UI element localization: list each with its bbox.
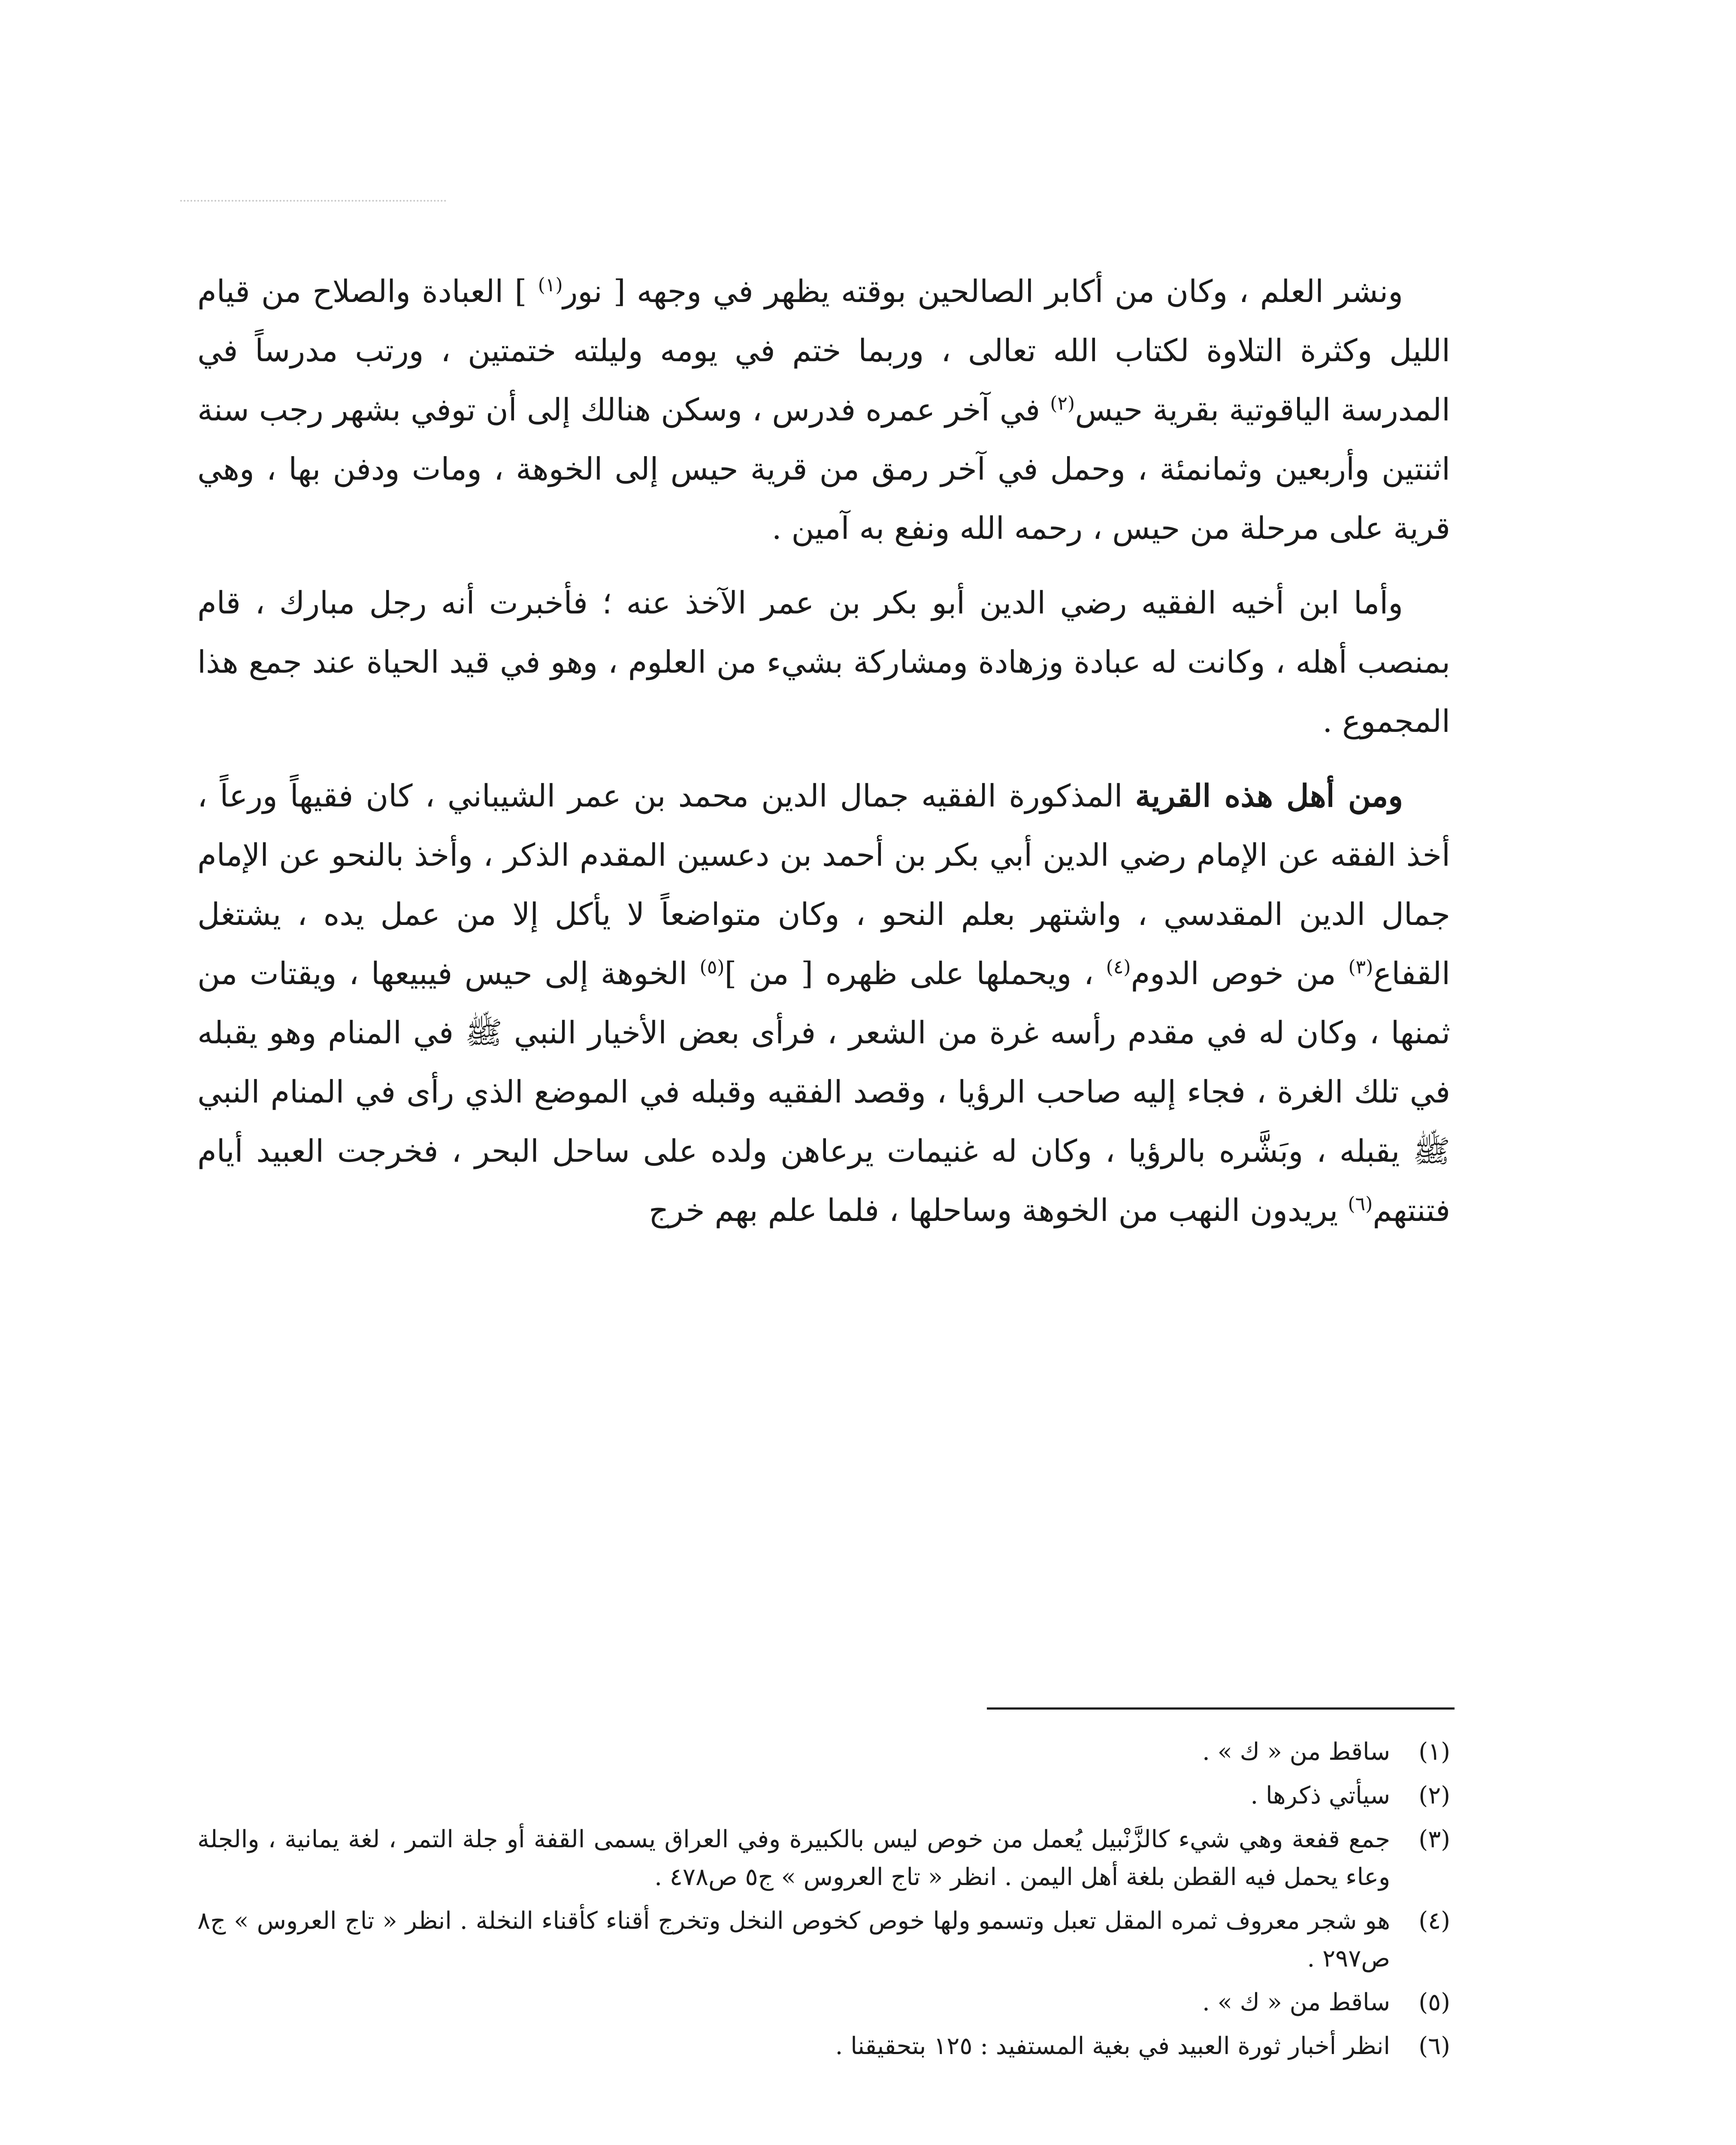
footnote-number: (٢) [1418,1782,1450,1810]
footnote-item [197,1984,1450,2021]
footnote-text: هو شجر معروف ثمره المقل تعبل وتسمو ولها خوص كخوص النخل وتخرج أقناء كأقناء النخلة . انظر « تاج العروس » ج٨ ص٢٩٧ . [197,1907,1390,1973]
text-segment: ، ويحملها على ظهره [ من ] [724,955,1106,991]
footnote-text: ساقط من « ك » . [1202,1988,1390,2016]
footnote-text: سيأتي ذكرها . [1250,1782,1390,1810]
footnote-text: جمع قفعة وهي شيء كالزَّنْبيل يُعمل من خوص ليس بالكبيرة وفي العراق يسمى القفة أو جلة التمر ، لغة يمانية ، والجلة وعاء يحمل فيه القطن بلغة أهل اليمن . انظر « تاج العروس » ج٥ ص٤٧٨ . [197,1825,1390,1891]
footnote-text: انظر أخبار ثورة العبيد في بغية المستفيد : ١٢٥ بتحقيقنا . [835,2032,1390,2060]
footnote-reference: (٤) [1106,956,1131,978]
footnote-reference: (٢) [1050,393,1075,414]
footnote-number: (٦) [1418,2032,1450,2060]
footnote-reference: (٣) [1348,956,1373,978]
scan-artifact [180,200,446,202]
footnote-item [197,1733,1450,1771]
footnote-item [197,2027,1450,2065]
paragraph-lead: ومن أهل هذه القرية [1135,777,1403,814]
text-segment: في آخر عمره فدرس ، وسكن هنالك إلى أن توفي بشهر رجب سنة اثنتين وأربعين وثمانمئة ، وحمل في آخر رمق من قرية حيس إلى الخوهة ، ومات ودفن بها ، وهي قرية على مرحلة من حيس ، رحمه الله ونفع به آمين . [197,392,1450,546]
paragraph [197,262,1450,558]
footnote-reference: (٦) [1348,1193,1373,1215]
text-segment: المذكورة الفقيه جمال الدين محمد بن عمر الشيباني ، كان فقيهاً ورعاً ، أخذ الفقه عن الإمام رضي الدين أبي بكر بن أحمد بن دعسين المقدم الذكر ، وأخذ بالنحو عن الإمام جمال الدين المقدسي ، واشتهر بعلم النحو ، وكان متواضعاً لا يأكل إلا من عمل يده ، يشتغل القفاع [197,778,1450,991]
footnote-number: (٤) [1418,1907,1450,1935]
text-segment: يريدون النهب من الخوهة وساحلها ، فلما علم بهم خرج [648,1192,1348,1228]
text-segment: من خوص الدوم [1131,955,1349,991]
paragraph [197,573,1450,751]
text-segment: ونشر العلم ، وكان من أكابر الصالحين بوقته يظهر في وجهه [ نور [563,273,1403,309]
text-segment: وأما ابن أخيه الفقيه رضي الدين أبو بكر بن عمر الآخذ عنه ؛ فأخبرت أنه رجل مبارك ، قام بمنصب أهله ، وكانت له عبادة وزهادة ومشاركة بشيء من العلوم ، وهو في قيد الحياة عند جمع هذا المجموع . [197,585,1450,739]
text-segment: الخوهة إلى حيس فيبيعها ، ويقتات من ثمنها ، وكان له في مقدم رأسه غرة من الشعر ، فرأى بعض الأخيار النبي ﷺ في المنام وهو يقبله في تلك الغرة ، فجاء إليه صاحب الرؤيا ، وقصد الفقيه وقبله في الموضع الذي رأى في المنام النبي ﷺ يقبله ، وبَشَّره بالرؤيا ، وكان له غنيمات يرعاهن ولده على ساحل البحر ، فخرجت العبيد أيام فتنتهم [197,955,1450,1228]
footnote-reference: (٥) [699,956,725,978]
main-text-body [197,262,1450,1255]
footnote-text: ساقط من « ك » . [1202,1738,1390,1766]
footnote-number: (٥) [1418,1988,1450,2016]
paragraph [197,766,1450,1240]
footnote-separator [987,1707,1455,1710]
footnote-number: (٣) [1418,1825,1450,1853]
footnote-item [197,1902,1450,1978]
footnote-number: (١) [1418,1738,1450,1766]
text-segment: ] العبادة والصلاح من قيام الليل وكثرة التلاوة لكتاب الله تعالى ، وربما ختم في يومه وليلته ختمتين ، ورتب مدرساً في المدرسة الياقوتية بقرية حيس [197,273,1450,428]
footnote-reference: (١) [538,274,563,296]
footnotes-section [197,1733,1450,2071]
footnote-item [197,1777,1450,1815]
footnote-item [197,1821,1450,1896]
